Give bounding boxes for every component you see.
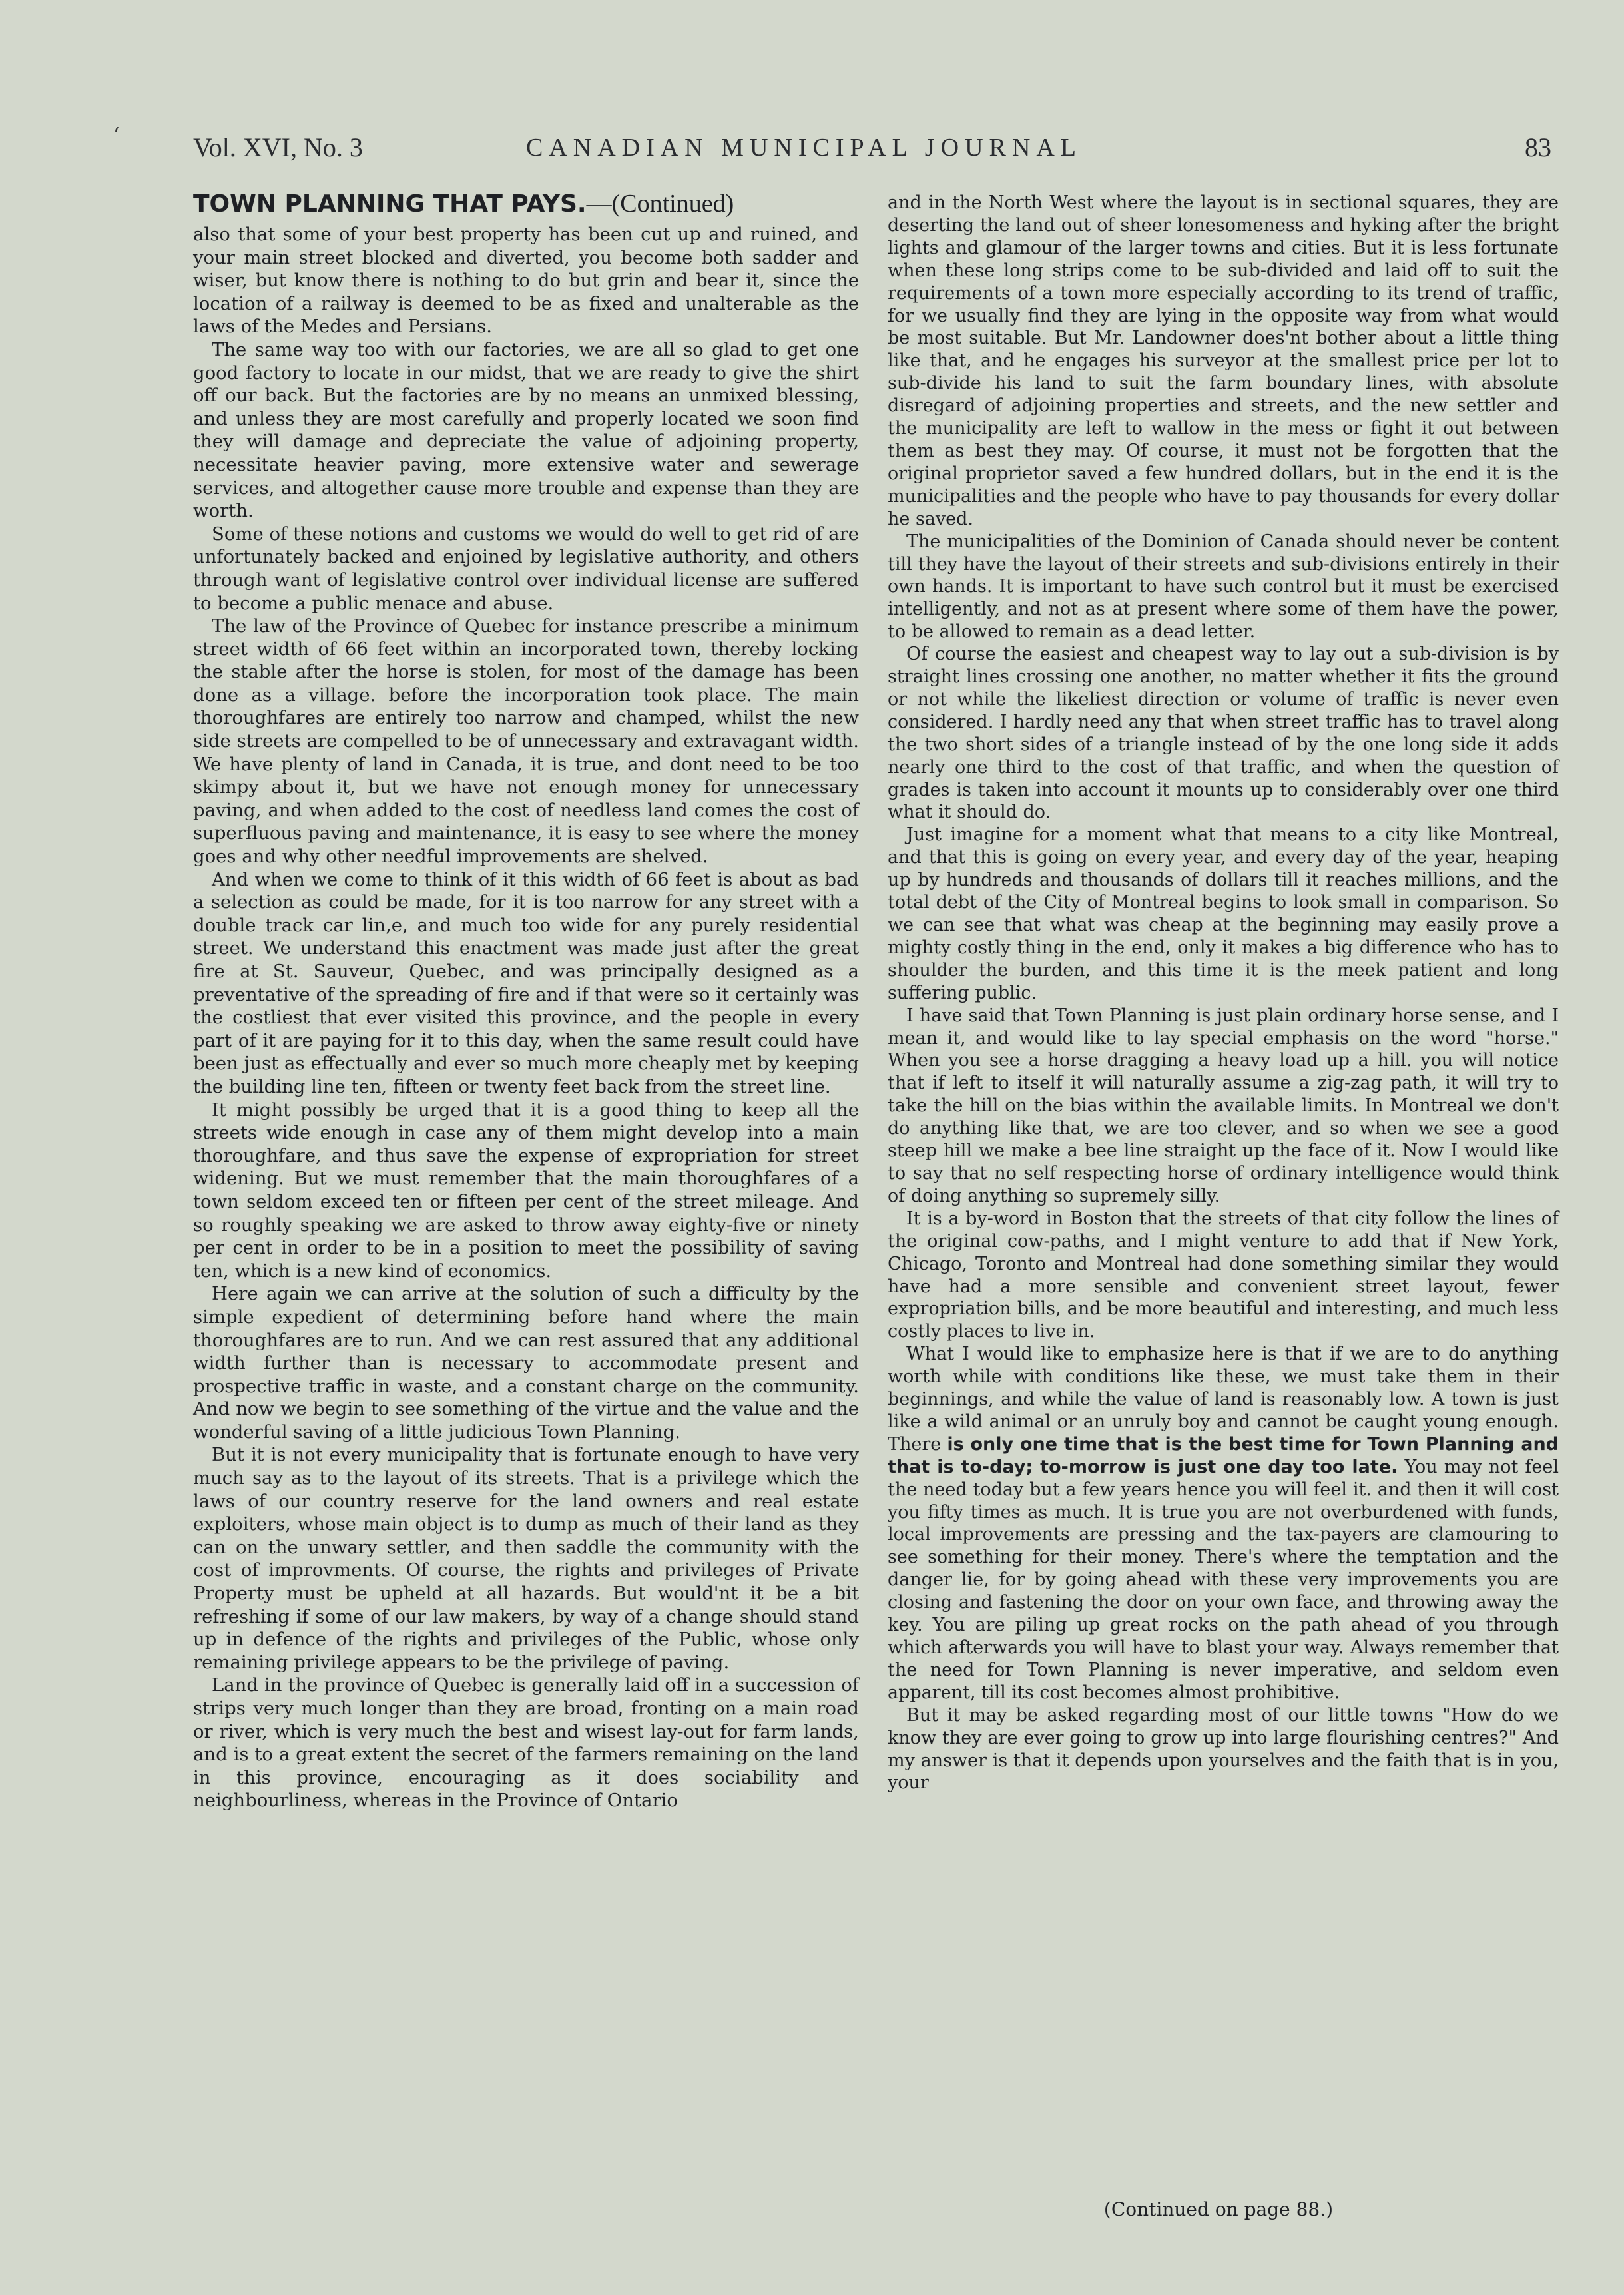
right-column [888, 192, 1559, 1794]
paragraph: Just imagine for a moment what that means to a city like Montreal, and that this is going on every year, and every day of the year, heaping up by hundreds and thousands of dollars till it reaches millions, and the total debt of the City of Montreal begins to look small in comparison. So we can see that what was cheap at the beginning may easily prove a mighty costly thing in the end, only it makes a big difference who has to shoulder the burden, and this time it is the meek patient and long suffering public. [888, 824, 1559, 1003]
paragraph: also that some of your best property has been cut up and ruined, and your main street blocked and diverted, you become both sadder and wiser, but know there is nothing to do but grin and bear it, since the location of a railway is deemed to be as fixed and unalterable as the laws of the Medes and Persians. [193, 224, 859, 338]
paragraph: But it is not every municipality that is fortunate enough to have very much say as to the layout of its streets. That is a privilege which the laws of our country reserve for the land owners and real estate exploiters, whose main object is to dump as much of their land as they can on the unwary settler, and then saddle the community with the cost of improvments. Of course, the rights and privileges of Private Property must be upheld at all hazards. But would'nt it be a bit refreshing if some of our law makers, by way of a change should stand up in defence of the rights and privileges of the Public, whose only remaining privilege appears to be the privilege of paving. [193, 1444, 859, 1673]
paragraph: I have said that Town Planning is just plain ordinary horse sense, and I mean it, and would like to lay special emphasis on the word "horse." When you see a horse dragging a heavy load up a hill. you will notice that if left to itself it will naturally assume a zig-zag path, it will try to take the hill on the bias within the available limits. In Montreal we don't do anything like that, we are too clever, and so when we see a good steep hill we make a bee line straight up the face of it. Now I would like to say that no self respecting horse of ordinary intelligence would think of doing anything so supremely silly. [888, 1005, 1559, 1206]
page-header [193, 132, 1551, 172]
left-column [193, 186, 859, 1812]
paragraph: The same way too with our factories, we are all so glad to get one good factory to locate in our midst, that we are ready to give the shirt off our back. But the factories are by no means an unmixed blessing, and unless they are most carefully and properly located we soon find they will damage and depreciate the value of adjoining property, necessitate heavier paving, more extensive water and sewerage services, and altogether cause more trouble and expense than they are worth. [193, 338, 859, 522]
paragraph: Here again we can arrive at the solution of such a difficulty by the simple expedient of determining before hand where the main thoroughfares are to run. And we can rest assured that any additional width further than is necessary to accommodate present and prospective traffic in waste, and a constant charge on the community. And now we begin to see something of the virtue and the value and the wonderful saving of a little judicious Town Planning. [193, 1283, 859, 1443]
paragraph: and in the North West where the layout is in sectional squares, they are deserting the land out of sheer lonesomeness and hyking after the bright lights and glamour of the larger towns and cities. But it is less fortunate when these long strips come to be sub-divided and laid off to suit the requirements of a town more especially according to its trend of traffic, for we usually find they are lying in the opposite way from what would be most suitable. But Mr. Landowner does'nt bother about a little thing like that, and he engages his surveyor at the smallest price per lot to sub-divide his land to suit the farm boundary lines, with absolute disregard of adjoining properties and streets, and the new settler and the municipality are left to wallow in the mess or fight it out between them as best they may. Of course, it must not be forgotten that the original proprietor saved a few hundred dollars, but in the end it is the municipalities and the people who have to pay thousands for every dollar he saved. [888, 192, 1559, 529]
paragraph: The law of the Province of Quebec for instance prescribe a minimum street width of 66 feet within an incorporated town, thereby locking the stable after the horse is stolen, for most of the damage has been done as a village. before the incorporation took place. The main thoroughfares are entirely too narrow and champed, whilst the new side streets are compelled to be of unnecessary and extravagant width. We have plenty of land in Canada, it is true, and dont need to be too skimpy about it, but we have not enough money for unnecessary paving, and when added to the cost of needless land comes the cost of superfluous paving and maintenance, it is easy to see where the money goes and why other needful improvements are shelved. [193, 615, 859, 868]
paragraph: And when we come to think of it this width of 66 feet is about as bad a selection as could be made, for it is too narrow for any street with a double track car lin,e, and much too wide for any purely residential street. We understand this enactment was made just after the great fire at St. Sauveur, Quebec, and was principally designed as a preventative of the spreading of fire and if that were so it certainly was the costliest that ever visited this province, and the people in every part of it are paying for it to this day, when the same result could have been just as effectually and ever so much more cheaply met by keeping the building line ten, fifteen or twenty feet back from the street line. [193, 868, 859, 1097]
volume-label: Vol. XVI, No. 3 [193, 132, 363, 162]
paragraph: Of course the easiest and cheapest way to lay out a sub-division is by straight lines crossing one another, no matter whether it fits the ground or not while the likeliest direction or volume of traffic is never even considered. I hardly need any that when street traffic has to travel along the two short sides of a triangle instead of by the one long side it adds nearly one third to the cost of that traffic, and when the question of grades is taken into account it mounts up to considerably over one third what it should do. [888, 644, 1559, 823]
emphasis-text: is only one time that is the best time for Town Planning and that is to-day; to-morrow is just one day too late. [888, 1433, 1559, 1477]
journal-title: CANADIAN MUNICIPAL JOURNAL [526, 134, 1082, 162]
page-number: 83 [1525, 132, 1551, 162]
paragraph-text: What I would like to emphasize here is that if we are to do anything worth while with conditions like these, we must take them in their beginnings, and while the value of land is reasonably low. A town is just like a wild animal or an unruly boy and cannot be caught young enough. There [888, 1344, 1559, 1455]
paragraph: Land in the province of Quebec is generally laid off in a succession of strips very much longer than they are broad, fronting on a main road or river, which is very much the best and wisest lay-out for farm lands, and is to a great extent the secret of the farmers remaining on the land in this province, encouraging as it does sociability and neighbourliness, whereas in the Province of Ontario [193, 1674, 859, 1812]
continuation-note: (Continued on page 88.) [1103, 2198, 1334, 2220]
paragraph: The municipalities of the Dominion of Canada should never be content till they have the layout of their streets and sub-divisions entirely in their own hands. It is important to have such control but it must be exercised intelligently, and not as at present where some of them have the power, to be allowed to remain as a dead letter. [888, 531, 1559, 642]
margin-mark: ‘ [113, 124, 120, 147]
paragraph-text: You may not feel the need today but a few years hence you will feel it. and then it will cost you fifty times as much. It is true you are not overburdened with funds, local improvements are pressing and the tax-payers are clamouring to see something for their money. There's where the temptation and the danger lie, for by going ahead with these very improvements you are closing and fastening the door on your own face, and throwing away the key. You are piling up great rocks on the path ahead of you through which afterwards you will have to blast your way. Always remember that the need for Town Planning is never imperative, and seldom even apparent, till its cost becomes almost prohibitive. [888, 1456, 1559, 1703]
paragraph [888, 1343, 1559, 1704]
article-title-text: TOWN PLANNING THAT PAYS. [193, 190, 587, 218]
paragraph: Some of these notions and customs we would do well to get rid of are unfortunately backed and enjoined by legislative authority, and others through want of legislative control over individual license are suffered to become a public menace and abuse. [193, 523, 859, 614]
article-title [193, 186, 859, 222]
paragraph: It might possibly be urged that it is a good thing to keep all the streets wide enough in case any of them might develop into a main thoroughfare, and thus save the expense of expropriation for street widening. But we must remember that the main thoroughfares of a town seldom exceed ten or fifteen per cent of the street mileage. And so roughly speaking we are asked to throw away eighty-five or ninety per cent in order to be in a position to meet the possibility of saving ten, which is a new kind of economics. [193, 1099, 859, 1282]
paragraph: But it may be asked regarding most of our little towns "How do we know they are ever going to grow up into large flourishing centres?" And my answer is that it depends upon yourselves and the faith that is in you, your [888, 1704, 1559, 1794]
article-title-suffix: —(Continued) [586, 190, 734, 218]
paragraph: It is a by-word in Boston that the streets of that city follow the lines of the original cow-paths, and I might venture to add that if New York, Chicago, Toronto and Montreal had done something similar they would have had a more sensible and convenient street layout, fewer expropriation bills, and be more beautiful and interesting, and much less costly places to live in. [888, 1208, 1559, 1342]
